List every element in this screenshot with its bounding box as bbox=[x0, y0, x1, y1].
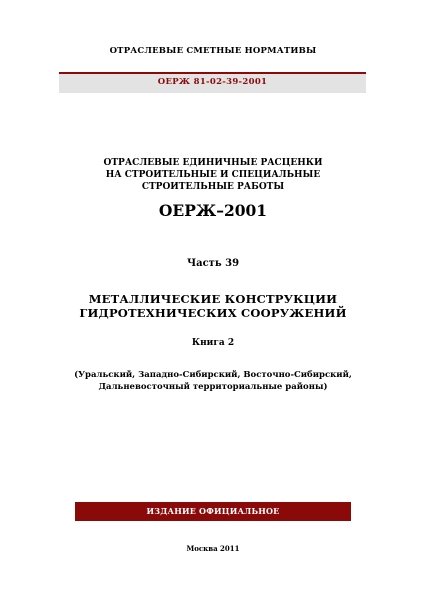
subtitle-line: НА СТРОИТЕЛЬНЫЕ И СПЕЦИАЛЬНЫЕ bbox=[105, 170, 321, 180]
section-title bbox=[0, 292, 426, 320]
official-edition-label: ИЗДАНИЕ ОФИЦИАЛЬНОЕ bbox=[146, 506, 280, 516]
section-title-line: МЕТАЛЛИЧЕСКИЕ КОНСТРУКЦИИ bbox=[88, 292, 338, 306]
document-code: ОЕРЖ 81-02-39-2001 bbox=[157, 77, 268, 87]
footer-place-year: Москва 2011 bbox=[186, 544, 240, 553]
subtitle-line: СТРОИТЕЛЬНЫЕ РАБОТЫ bbox=[141, 182, 285, 192]
book-label: Книга 2 bbox=[191, 338, 235, 348]
section-title-line: ГИДРОТЕХНИЧЕСКИХ СООРУЖЕНИЙ bbox=[79, 306, 347, 320]
code-band bbox=[59, 72, 366, 93]
subtitle bbox=[0, 157, 426, 193]
header-title: ОТРАСЛЕВЫЕ СМЕТНЫЕ НОРМАТИВЫ bbox=[109, 46, 317, 56]
code-band-accent-line bbox=[59, 72, 366, 74]
part-label: Часть 39 bbox=[186, 258, 240, 269]
regions-line: (Уральский, Западно-Сибирский, Восточно-Сибирский, bbox=[74, 370, 352, 380]
subtitle-line: ОТРАСЛЕВЫЕ ЕДИНИЧНЫЕ РАСЦЕНКИ bbox=[103, 158, 323, 168]
official-edition-band bbox=[75, 502, 351, 521]
regions-line: Дальневосточный территориальные районы) bbox=[98, 382, 328, 392]
regions-note bbox=[0, 369, 426, 393]
main-title: ОЕРЖ–2001 bbox=[158, 201, 268, 220]
